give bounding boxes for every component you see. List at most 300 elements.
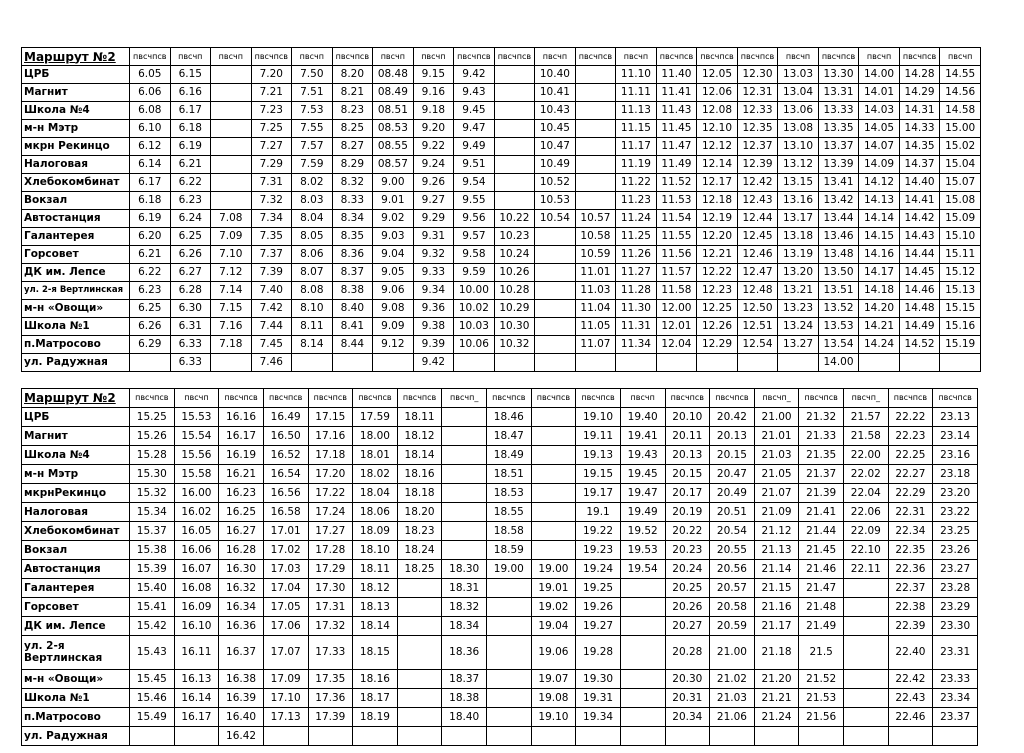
departure-time: 21.57 bbox=[844, 408, 889, 427]
departure-time: 7.25 bbox=[251, 120, 292, 138]
stop-name: ул. 2-я Вертлинская bbox=[22, 282, 130, 300]
departure-time: 14.31 bbox=[899, 102, 940, 120]
departure-time: 08.48 bbox=[373, 66, 414, 84]
departure-time: 7.10 bbox=[211, 246, 252, 264]
departure-time: 20.57 bbox=[710, 579, 755, 598]
departure-time: 12.35 bbox=[737, 120, 778, 138]
stop-name: м-н Мэтр bbox=[22, 465, 130, 484]
departure-time: 21.18 bbox=[754, 636, 799, 670]
departure-time: 23.13 bbox=[933, 408, 978, 427]
departure-time: 20.54 bbox=[710, 522, 755, 541]
stop-name: Школа №1 bbox=[22, 318, 130, 336]
departure-time: 6.29 bbox=[130, 336, 171, 354]
departure-time: 16.54 bbox=[263, 465, 308, 484]
departure-time: 11.01 bbox=[575, 264, 616, 282]
departure-time: 23.16 bbox=[933, 446, 978, 465]
departure-time: 10.00 bbox=[454, 282, 495, 300]
departure-time: 18.23 bbox=[397, 522, 442, 541]
day-code-header: пвсчпсв bbox=[933, 389, 978, 408]
departure-time: 9.24 bbox=[413, 156, 454, 174]
departure-time: 21.15 bbox=[754, 579, 799, 598]
departure-time: 17.33 bbox=[308, 636, 353, 670]
departure-time bbox=[844, 636, 889, 670]
table-row bbox=[22, 598, 978, 617]
departure-time: 11.34 bbox=[616, 336, 657, 354]
departure-time: 14.33 bbox=[899, 120, 940, 138]
departure-time: 18.11 bbox=[397, 408, 442, 427]
departure-time bbox=[308, 727, 353, 746]
departure-time: 7.44 bbox=[251, 318, 292, 336]
day-code-header: пвсчпсв bbox=[130, 48, 171, 66]
departure-time bbox=[397, 689, 442, 708]
departure-time: 21.48 bbox=[799, 598, 844, 617]
day-code-header: пвсчп bbox=[859, 48, 900, 66]
departure-time: 11.22 bbox=[616, 174, 657, 192]
departure-time: 16.08 bbox=[174, 579, 219, 598]
departure-time: 21.41 bbox=[799, 503, 844, 522]
departure-time bbox=[620, 727, 665, 746]
departure-time: 13.15 bbox=[778, 174, 819, 192]
departure-time: 13.35 bbox=[818, 120, 859, 138]
departure-time: 13.51 bbox=[818, 282, 859, 300]
departure-time: 15.08 bbox=[940, 192, 981, 210]
departure-time bbox=[494, 120, 535, 138]
departure-time: 10.28 bbox=[494, 282, 535, 300]
stop-name: м-н Мэтр bbox=[22, 120, 130, 138]
departure-time: 15.12 bbox=[940, 264, 981, 282]
departure-time: 23.14 bbox=[933, 427, 978, 446]
departure-time bbox=[494, 102, 535, 120]
departure-time: 8.21 bbox=[332, 84, 373, 102]
day-code-header: пвсчп_ bbox=[442, 389, 487, 408]
departure-time: 9.16 bbox=[413, 84, 454, 102]
table-row bbox=[22, 336, 981, 354]
stop-name: Магнит bbox=[22, 427, 130, 446]
table-row bbox=[22, 228, 981, 246]
departure-time: 16.23 bbox=[219, 484, 264, 503]
departure-time: 14.14 bbox=[859, 210, 900, 228]
departure-time: 21.16 bbox=[754, 598, 799, 617]
departure-time: 14.52 bbox=[899, 336, 940, 354]
departure-time: 11.57 bbox=[656, 264, 697, 282]
departure-time bbox=[211, 156, 252, 174]
departure-time: 21.33 bbox=[799, 427, 844, 446]
departure-time: 16.21 bbox=[219, 465, 264, 484]
departure-time: 6.26 bbox=[130, 318, 171, 336]
departure-time: 13.42 bbox=[818, 192, 859, 210]
departure-time: 17.35 bbox=[308, 670, 353, 689]
departure-time: 22.27 bbox=[888, 465, 933, 484]
departure-time: 10.58 bbox=[575, 228, 616, 246]
departure-time: 7.14 bbox=[211, 282, 252, 300]
departure-time bbox=[442, 484, 487, 503]
departure-time bbox=[575, 84, 616, 102]
departure-time bbox=[494, 174, 535, 192]
stop-name: Хлебокомбинат bbox=[22, 174, 130, 192]
departure-time bbox=[575, 66, 616, 84]
departure-time: 17.39 bbox=[308, 708, 353, 727]
departure-time: 19.1 bbox=[576, 503, 621, 522]
table-row bbox=[22, 318, 981, 336]
departure-time: 15.38 bbox=[130, 541, 175, 560]
departure-time: 19.53 bbox=[620, 541, 665, 560]
departure-time: 10.45 bbox=[535, 120, 576, 138]
departure-time: 18.58 bbox=[487, 522, 532, 541]
departure-time bbox=[754, 727, 799, 746]
departure-time: 6.16 bbox=[170, 84, 211, 102]
departure-time: 6.31 bbox=[170, 318, 211, 336]
departure-time bbox=[174, 727, 219, 746]
departure-time: 12.44 bbox=[737, 210, 778, 228]
departure-time: 08.57 bbox=[373, 156, 414, 174]
departure-time: 21.14 bbox=[754, 560, 799, 579]
departure-time: 21.13 bbox=[754, 541, 799, 560]
departure-time: 6.21 bbox=[130, 246, 171, 264]
departure-time: 21.00 bbox=[754, 408, 799, 427]
departure-time: 12.08 bbox=[697, 102, 738, 120]
departure-time: 20.55 bbox=[710, 541, 755, 560]
departure-time: 10.49 bbox=[535, 156, 576, 174]
departure-time: 11.11 bbox=[616, 84, 657, 102]
departure-time: 7.46 bbox=[251, 354, 292, 372]
departure-time: 10.29 bbox=[494, 300, 535, 318]
departure-time: 12.01 bbox=[656, 318, 697, 336]
departure-time: 11.31 bbox=[616, 318, 657, 336]
departure-time bbox=[397, 727, 442, 746]
departure-time: 10.24 bbox=[494, 246, 535, 264]
departure-time: 19.22 bbox=[576, 522, 621, 541]
day-code-header: пвсчп_ bbox=[754, 389, 799, 408]
departure-time: 8.44 bbox=[332, 336, 373, 354]
departure-time bbox=[494, 156, 535, 174]
departure-time bbox=[442, 465, 487, 484]
stop-name: Школа №4 bbox=[22, 102, 130, 120]
table-row bbox=[22, 579, 978, 598]
departure-time: 9.56 bbox=[454, 210, 495, 228]
departure-time: 12.47 bbox=[737, 264, 778, 282]
departure-time: 18.15 bbox=[353, 636, 398, 670]
departure-time: 17.09 bbox=[263, 670, 308, 689]
departure-time bbox=[442, 541, 487, 560]
departure-time: 21.20 bbox=[754, 670, 799, 689]
day-code-header: пвсчп bbox=[211, 48, 252, 66]
departure-time: 13.30 bbox=[818, 66, 859, 84]
departure-time: 21.35 bbox=[799, 446, 844, 465]
departure-time: 23.22 bbox=[933, 503, 978, 522]
departure-time: 19.13 bbox=[576, 446, 621, 465]
departure-time: 12.37 bbox=[737, 138, 778, 156]
departure-time: 13.20 bbox=[778, 264, 819, 282]
departure-time: 10.03 bbox=[454, 318, 495, 336]
departure-time: 18.19 bbox=[353, 708, 398, 727]
departure-time: 14.37 bbox=[899, 156, 940, 174]
departure-time bbox=[531, 522, 576, 541]
departure-time: 18.10 bbox=[353, 541, 398, 560]
departure-time: 7.15 bbox=[211, 300, 252, 318]
departure-time: 18.47 bbox=[487, 427, 532, 446]
departure-time: 19.02 bbox=[531, 598, 576, 617]
departure-time: 20.58 bbox=[710, 598, 755, 617]
departure-time: 23.31 bbox=[933, 636, 978, 670]
departure-time: 22.10 bbox=[844, 541, 889, 560]
day-code-header: пвсчпсв bbox=[397, 389, 442, 408]
departure-time: 9.55 bbox=[454, 192, 495, 210]
departure-time: 22.02 bbox=[844, 465, 889, 484]
stop-name: Хлебокомбинат bbox=[22, 522, 130, 541]
departure-time: 15.45 bbox=[130, 670, 175, 689]
departure-time: 18.34 bbox=[442, 617, 487, 636]
departure-time: 7.40 bbox=[251, 282, 292, 300]
departure-time: 20.51 bbox=[710, 503, 755, 522]
departure-time: 9.34 bbox=[413, 282, 454, 300]
departure-time: 8.14 bbox=[292, 336, 333, 354]
departure-time: 22.43 bbox=[888, 689, 933, 708]
departure-time: 9.06 bbox=[373, 282, 414, 300]
departure-time: 8.02 bbox=[292, 174, 333, 192]
departure-time: 16.42 bbox=[219, 727, 264, 746]
departure-time: 6.22 bbox=[170, 174, 211, 192]
departure-time: 10.32 bbox=[494, 336, 535, 354]
departure-time bbox=[211, 102, 252, 120]
stop-name: ул. Радужная bbox=[22, 354, 130, 372]
departure-time: 10.52 bbox=[535, 174, 576, 192]
departure-time: 14.09 bbox=[859, 156, 900, 174]
stop-name: ул. 2-я Вертлинская bbox=[22, 636, 130, 670]
departure-time: 19.17 bbox=[576, 484, 621, 503]
departure-time: 17.15 bbox=[308, 408, 353, 427]
departure-time: 19.07 bbox=[531, 670, 576, 689]
departure-time: 16.37 bbox=[219, 636, 264, 670]
departure-time: 15.04 bbox=[940, 156, 981, 174]
departure-time: 16.32 bbox=[219, 579, 264, 598]
departure-time: 11.15 bbox=[616, 120, 657, 138]
departure-time bbox=[397, 579, 442, 598]
departure-time: 14.03 bbox=[859, 102, 900, 120]
departure-time bbox=[933, 727, 978, 746]
departure-time bbox=[397, 598, 442, 617]
departure-time: 9.02 bbox=[373, 210, 414, 228]
departure-time: 22.35 bbox=[888, 541, 933, 560]
table-row bbox=[22, 427, 978, 446]
departure-time: 18.18 bbox=[397, 484, 442, 503]
header-row bbox=[22, 48, 981, 66]
departure-time: 14.24 bbox=[859, 336, 900, 354]
day-code-header: пвсчпсв bbox=[818, 48, 859, 66]
departure-time: 16.28 bbox=[219, 541, 264, 560]
departure-time: 15.02 bbox=[940, 138, 981, 156]
departure-time: 19.01 bbox=[531, 579, 576, 598]
departure-time: 20.28 bbox=[665, 636, 710, 670]
table-row bbox=[22, 156, 981, 174]
departure-time: 9.42 bbox=[413, 354, 454, 372]
departure-time: 22.29 bbox=[888, 484, 933, 503]
departure-time: 9.47 bbox=[454, 120, 495, 138]
day-code-header: пвсчпсв bbox=[710, 389, 755, 408]
departure-time: 11.27 bbox=[616, 264, 657, 282]
departure-time bbox=[130, 727, 175, 746]
stop-name: Горсовет bbox=[22, 598, 130, 617]
departure-time: 19.25 bbox=[576, 579, 621, 598]
table-row bbox=[22, 192, 981, 210]
departure-time: 9.45 bbox=[454, 102, 495, 120]
departure-time: 11.58 bbox=[656, 282, 697, 300]
table-row bbox=[22, 282, 981, 300]
departure-time: 14.49 bbox=[899, 318, 940, 336]
departure-time: 13.23 bbox=[778, 300, 819, 318]
departure-time: 22.36 bbox=[888, 560, 933, 579]
departure-time: 9.51 bbox=[454, 156, 495, 174]
table-row bbox=[22, 120, 981, 138]
departure-time: 21.37 bbox=[799, 465, 844, 484]
departure-time bbox=[454, 354, 495, 372]
departure-time: 13.27 bbox=[778, 336, 819, 354]
departure-time: 17.31 bbox=[308, 598, 353, 617]
departure-time: 15.43 bbox=[130, 636, 175, 670]
departure-time: 11.30 bbox=[616, 300, 657, 318]
departure-time: 19.54 bbox=[620, 560, 665, 579]
departure-time: 11.54 bbox=[656, 210, 697, 228]
departure-time: 18.38 bbox=[442, 689, 487, 708]
departure-time: 18.31 bbox=[442, 579, 487, 598]
departure-time: 12.39 bbox=[737, 156, 778, 174]
departure-time bbox=[737, 354, 778, 372]
departure-time: 12.00 bbox=[656, 300, 697, 318]
departure-time: 11.05 bbox=[575, 318, 616, 336]
departure-time: 16.58 bbox=[263, 503, 308, 522]
departure-time: 22.31 bbox=[888, 503, 933, 522]
departure-time: 12.12 bbox=[697, 138, 738, 156]
departure-time: 8.06 bbox=[292, 246, 333, 264]
departure-time: 18.25 bbox=[397, 560, 442, 579]
departure-time: 13.48 bbox=[818, 246, 859, 264]
departure-time: 21.45 bbox=[799, 541, 844, 560]
departure-time bbox=[373, 354, 414, 372]
departure-time: 21.56 bbox=[799, 708, 844, 727]
departure-time: 11.23 bbox=[616, 192, 657, 210]
departure-time bbox=[575, 120, 616, 138]
departure-time: 13.10 bbox=[778, 138, 819, 156]
stop-name: мкрн Рекинцо bbox=[22, 138, 130, 156]
departure-time: 14.18 bbox=[859, 282, 900, 300]
departure-time: 22.38 bbox=[888, 598, 933, 617]
departure-time: 8.10 bbox=[292, 300, 333, 318]
departure-time: 20.17 bbox=[665, 484, 710, 503]
departure-time: 11.56 bbox=[656, 246, 697, 264]
departure-time: 13.19 bbox=[778, 246, 819, 264]
departure-time: 8.37 bbox=[332, 264, 373, 282]
departure-time: 6.18 bbox=[130, 192, 171, 210]
departure-time: 10.06 bbox=[454, 336, 495, 354]
departure-time: 9.12 bbox=[373, 336, 414, 354]
departure-time: 21.58 bbox=[844, 427, 889, 446]
departure-time: 16.17 bbox=[174, 708, 219, 727]
departure-time: 6.18 bbox=[170, 120, 211, 138]
departure-time: 6.06 bbox=[130, 84, 171, 102]
departure-time: 13.54 bbox=[818, 336, 859, 354]
departure-time bbox=[575, 102, 616, 120]
departure-time: 19.15 bbox=[576, 465, 621, 484]
departure-time: 15.30 bbox=[130, 465, 175, 484]
departure-time bbox=[292, 354, 333, 372]
departure-time: 12.50 bbox=[737, 300, 778, 318]
departure-time: 20.22 bbox=[665, 522, 710, 541]
departure-time bbox=[535, 318, 576, 336]
departure-time: 7.31 bbox=[251, 174, 292, 192]
departure-time: 16.02 bbox=[174, 503, 219, 522]
departure-time: 9.08 bbox=[373, 300, 414, 318]
departure-time: 13.18 bbox=[778, 228, 819, 246]
departure-time: 15.46 bbox=[130, 689, 175, 708]
departure-time: 8.32 bbox=[332, 174, 373, 192]
departure-time bbox=[442, 727, 487, 746]
departure-time bbox=[576, 727, 621, 746]
departure-time: 9.38 bbox=[413, 318, 454, 336]
departure-time: 6.23 bbox=[130, 282, 171, 300]
table-row bbox=[22, 354, 981, 372]
day-code-header: пвсчп bbox=[413, 48, 454, 66]
departure-time: 21.49 bbox=[799, 617, 844, 636]
stop-name: Магнит bbox=[22, 84, 130, 102]
departure-time: 19.10 bbox=[576, 408, 621, 427]
table-row bbox=[22, 708, 978, 727]
departure-time bbox=[487, 617, 532, 636]
departure-time bbox=[844, 598, 889, 617]
departure-time: 16.39 bbox=[219, 689, 264, 708]
departure-time: 23.18 bbox=[933, 465, 978, 484]
stop-name: Вокзал bbox=[22, 192, 130, 210]
table-row bbox=[22, 246, 981, 264]
departure-time: 15.54 bbox=[174, 427, 219, 446]
departure-time: 9.26 bbox=[413, 174, 454, 192]
departure-time: 22.22 bbox=[888, 408, 933, 427]
day-code-header: пвсчпсв bbox=[737, 48, 778, 66]
departure-time: 22.46 bbox=[888, 708, 933, 727]
departure-time: 12.23 bbox=[697, 282, 738, 300]
departure-time: 9.43 bbox=[454, 84, 495, 102]
stop-name: ДК им. Лепсе bbox=[22, 617, 130, 636]
departure-time: 8.35 bbox=[332, 228, 373, 246]
departure-time: 19.26 bbox=[576, 598, 621, 617]
departure-time: 9.09 bbox=[373, 318, 414, 336]
departure-time: 6.25 bbox=[130, 300, 171, 318]
departure-time bbox=[397, 708, 442, 727]
departure-time: 21.01 bbox=[754, 427, 799, 446]
departure-time: 18.36 bbox=[442, 636, 487, 670]
departure-time: 12.04 bbox=[656, 336, 697, 354]
departure-time: 18.20 bbox=[397, 503, 442, 522]
departure-time: 8.08 bbox=[292, 282, 333, 300]
departure-time bbox=[531, 727, 576, 746]
stop-name: м-н «Овощи» bbox=[22, 670, 130, 689]
departure-time: 23.28 bbox=[933, 579, 978, 598]
table-row bbox=[22, 541, 978, 560]
table-row bbox=[22, 617, 978, 636]
day-code-header: пвсчпсв bbox=[576, 389, 621, 408]
departure-time: 6.17 bbox=[130, 174, 171, 192]
departure-time: 21.02 bbox=[710, 670, 755, 689]
departure-time: 18.00 bbox=[353, 427, 398, 446]
departure-time bbox=[130, 354, 171, 372]
day-code-header: пвсчп bbox=[292, 48, 333, 66]
departure-time: 11.04 bbox=[575, 300, 616, 318]
departure-time: 18.12 bbox=[353, 579, 398, 598]
departure-time: 23.27 bbox=[933, 560, 978, 579]
departure-time bbox=[442, 446, 487, 465]
departure-time: 18.24 bbox=[397, 541, 442, 560]
departure-time: 10.47 bbox=[535, 138, 576, 156]
departure-time: 19.24 bbox=[576, 560, 621, 579]
departure-time: 16.36 bbox=[219, 617, 264, 636]
